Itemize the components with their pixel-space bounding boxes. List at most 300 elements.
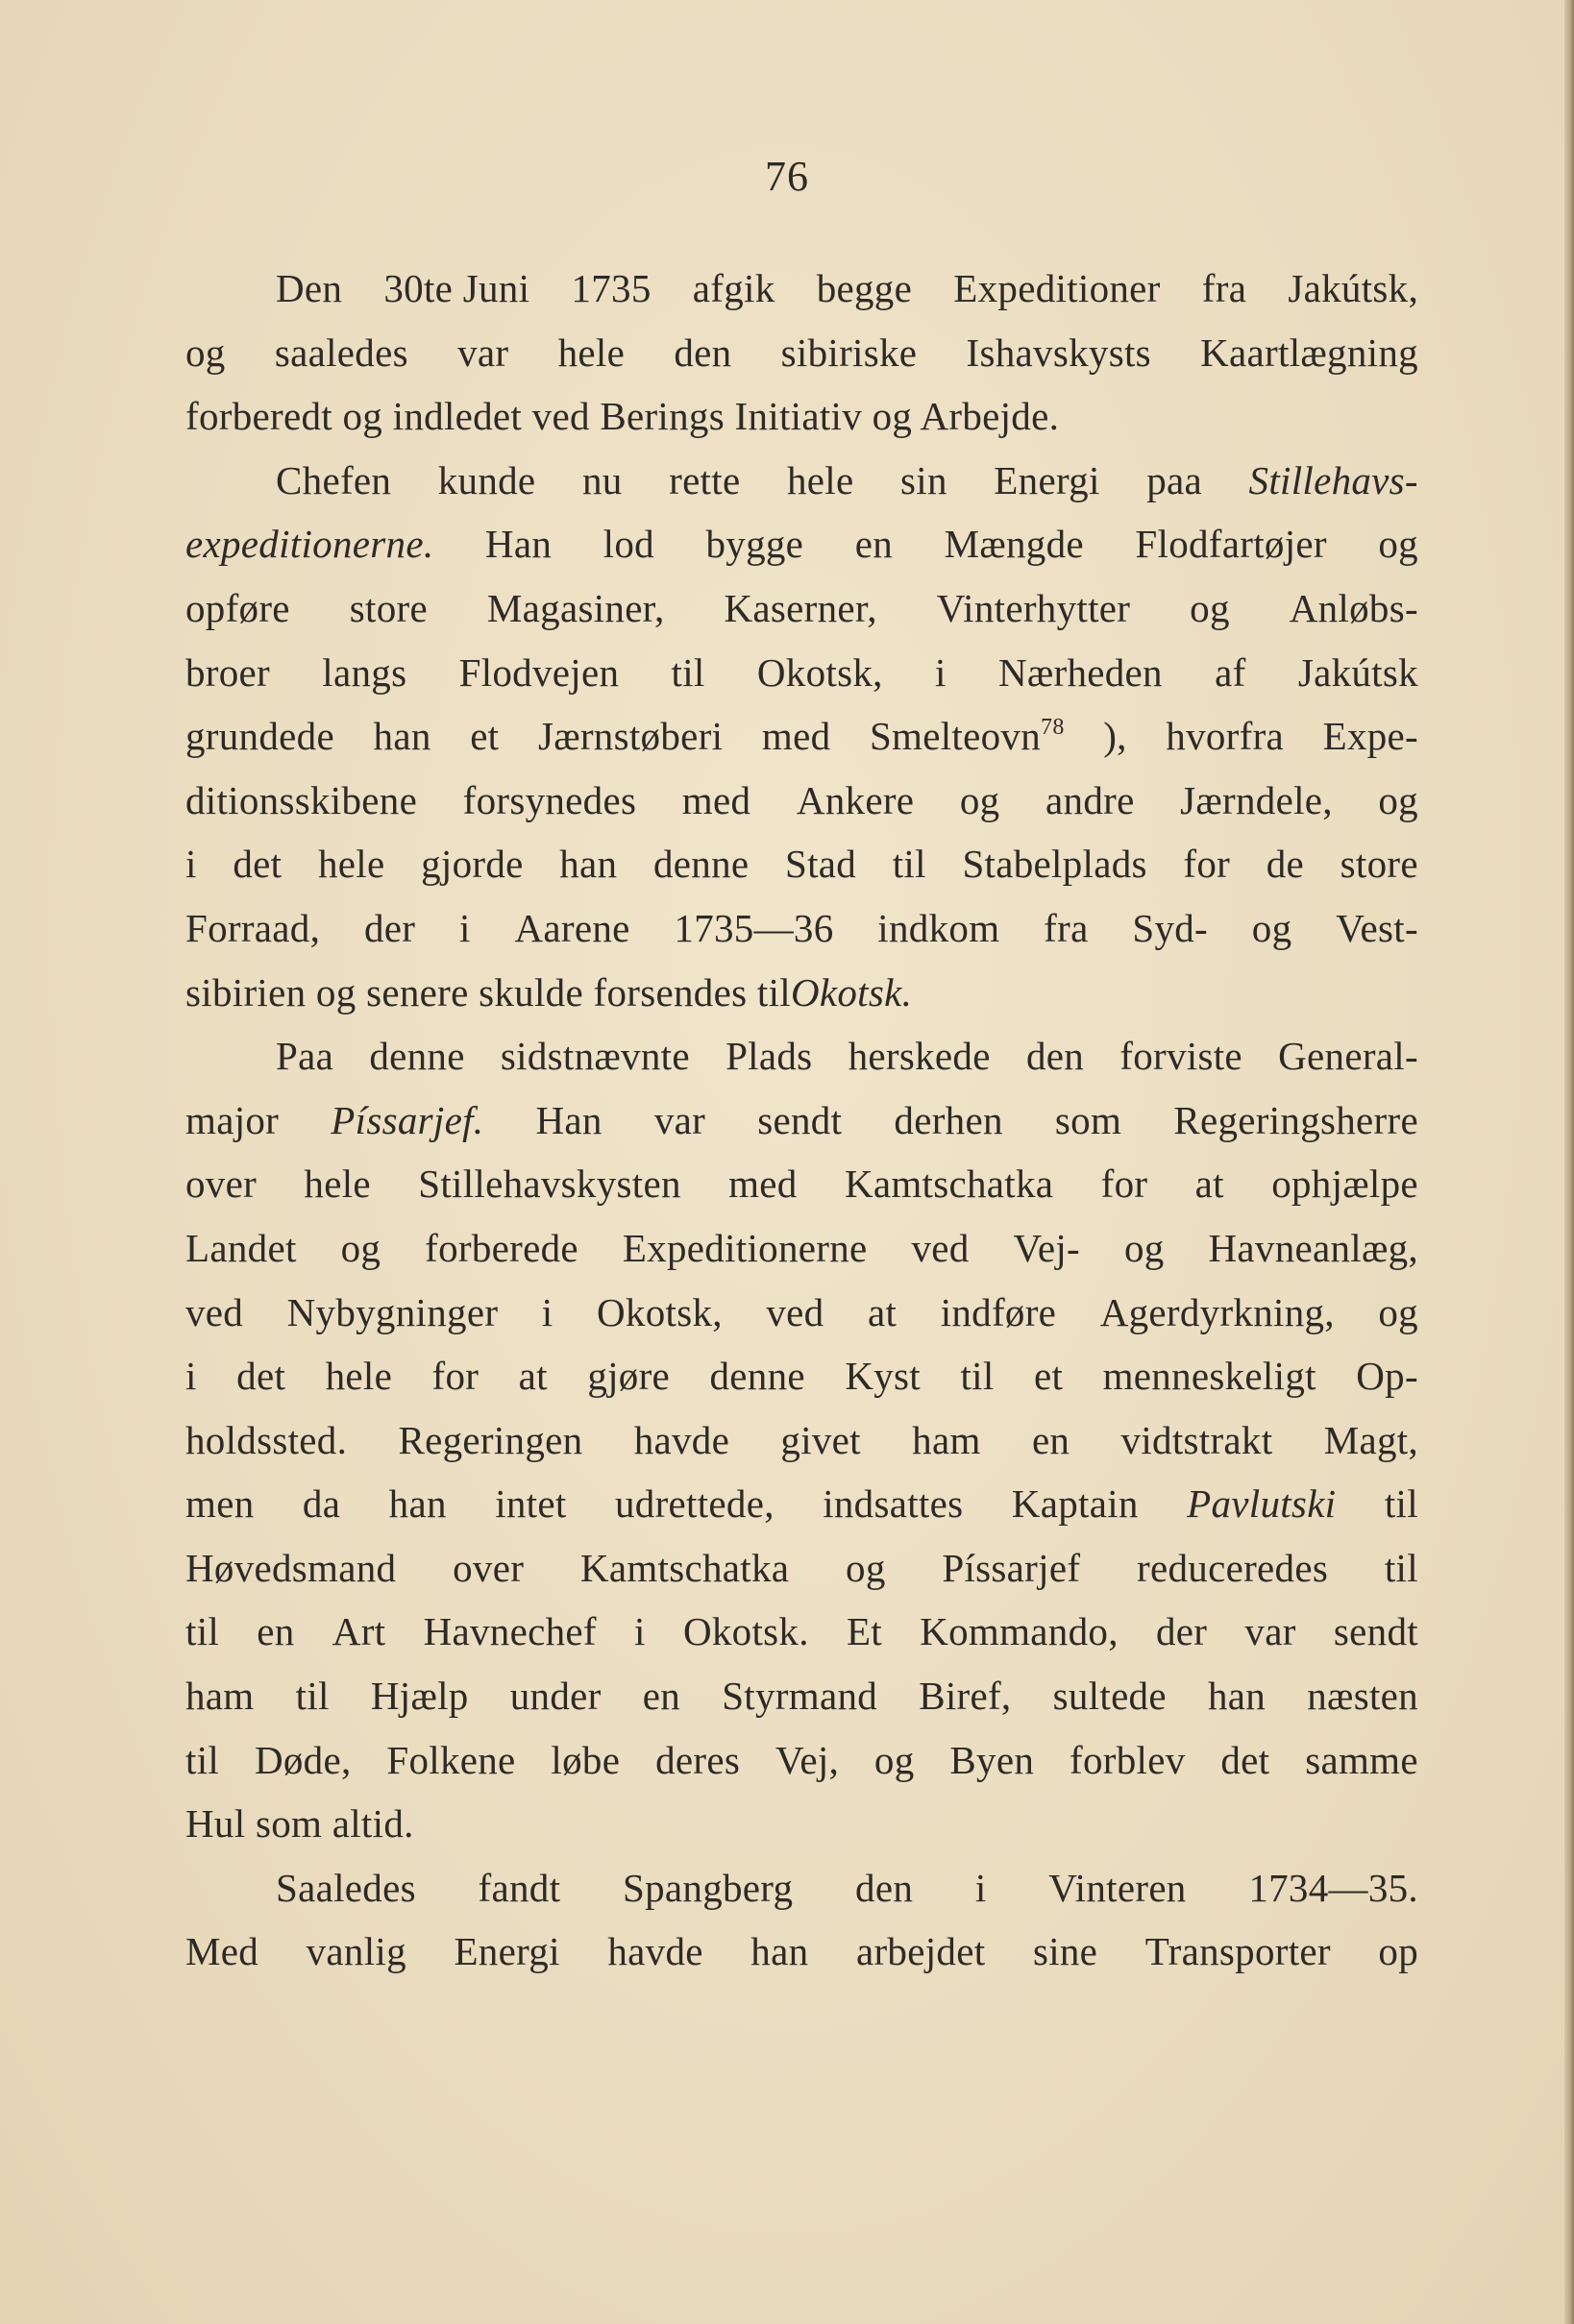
word-text: sidstnævnte [500,1034,690,1079]
word-text: til [295,1674,330,1719]
word-text: Vinterhytter [936,585,1131,630]
word [1013,1216,1080,1281]
word [937,576,1131,641]
word [1244,1600,1295,1664]
word [603,512,654,576]
text-line [185,961,1418,1025]
word [845,1344,921,1408]
word [233,832,282,896]
word [919,1664,1011,1728]
word-text: ), [1103,714,1127,759]
word-text: andre [1045,777,1135,822]
word-text: Spangberg [623,1865,794,1910]
word-text: var [653,1097,706,1142]
word [185,1664,255,1728]
word-text: store [1340,842,1418,887]
word-text: med [681,777,751,822]
word-text: sultede [1052,1674,1167,1719]
word-text: han [373,714,431,759]
text-line [185,769,1418,833]
word-text: havde [607,1929,703,1974]
word-text: Stillehavskysten [418,1162,681,1207]
word-text: Aarene [514,905,630,950]
word-text: løbe [551,1737,621,1782]
word [398,1408,582,1473]
word-text: gjorde [421,842,524,887]
text-line [185,1856,1418,1920]
word [571,257,651,321]
word-text: expeditionerne. [185,522,434,567]
word-text: Kommando, [920,1609,1119,1654]
word-text: Jærndele, [1180,777,1333,822]
word-text: at [867,1289,898,1334]
word-text: en [854,522,894,567]
word-text: til [892,842,926,887]
word-text: intet [495,1481,567,1527]
word-text: til [1384,1481,1418,1527]
word [276,449,391,513]
word-text: Magt, [1323,1417,1418,1462]
word [1055,1089,1121,1153]
word [185,769,417,833]
word-text: General- [1278,1034,1418,1079]
word [1278,1024,1418,1089]
word [1340,832,1418,896]
word-text: Vinteren [1048,1865,1187,1910]
word [941,1281,1057,1345]
word-text: ved [911,1225,970,1270]
word-text: for [431,1354,480,1399]
word-text: opføre [185,585,290,630]
word-text: lod [603,522,654,567]
word [582,449,623,513]
word [551,1728,620,1793]
word [1166,704,1284,769]
word-text: Med [185,1929,259,1974]
text-line [185,1728,1418,1793]
word [942,1536,1080,1601]
word [1012,1472,1139,1536]
word-text: og [1251,905,1292,950]
word-text: var [457,330,509,375]
text-line [185,1664,1418,1728]
word [587,1344,670,1408]
word [1103,1344,1316,1408]
word [318,832,385,896]
word [1145,1920,1331,1984]
word-text: Regeringen [398,1417,583,1462]
word [1378,1281,1418,1345]
word-text: holdssted. [185,1417,348,1462]
word-text: var [1244,1609,1296,1654]
word [615,1472,775,1536]
word-text: Havneanlæg, [1208,1225,1418,1270]
word [998,641,1163,705]
word-text: sin [900,457,947,502]
word-text: fra [1044,905,1089,950]
word-text: det [236,1354,286,1399]
word-text: Op- [1356,1354,1418,1399]
word-text: Regeringsherre [1173,1097,1418,1142]
word [332,1600,386,1664]
word-text: Píssarjef. [331,1097,484,1142]
word-text: bygge [705,522,804,567]
text-line [185,1792,1418,1856]
word [757,641,883,705]
word-text: til [185,1609,220,1654]
word-text: forblev [1070,1737,1186,1782]
word-text: af [1215,649,1246,695]
word-text: grundede [185,714,334,759]
word-text: forberedt og indledet ved Berings Initiativ og Arbejde. [185,394,1060,439]
word [1307,1664,1418,1728]
word [726,1024,812,1089]
word [470,704,499,769]
word-text: Magasiner, [486,585,665,630]
word-text: der [363,905,416,950]
word-text: arbejdet [855,1929,986,1974]
word-text: ham [912,1417,981,1462]
word-text: hele [325,1354,393,1399]
word-text: i [974,1865,987,1910]
text-line [185,321,1418,385]
word-text: og [873,1737,915,1782]
word-text: han [750,1929,809,1974]
word [369,1024,464,1089]
word [185,1216,297,1281]
word [935,641,947,705]
word-text: Biref, [919,1674,1012,1719]
word-text: Smelteovn [869,714,1042,759]
word [535,1089,602,1153]
word [634,1408,729,1473]
word-text: Nybygninger [286,1289,499,1334]
word-text: Anløbs- [1289,585,1418,630]
text-line [185,1536,1418,1601]
word-text: Saaledes [276,1865,416,1910]
word [185,1152,257,1216]
word-text: Vej, [775,1737,840,1782]
word-text: det [1220,1737,1270,1782]
word-text: over [185,1162,258,1207]
word [1045,769,1135,833]
word-text: ved [185,1289,244,1334]
word [495,1472,566,1536]
word [1288,257,1418,321]
word [710,1344,805,1408]
word-text: Ankere [796,777,915,822]
word-text: Okotsk. [682,1609,809,1654]
word [185,1089,279,1153]
word [432,1344,480,1408]
text-line [185,1600,1418,1664]
word-text: samme [1305,1737,1418,1782]
word [1124,1216,1165,1281]
word-text: Han [484,522,553,567]
word-text: Expeditioner [953,266,1161,310]
italic-word [1187,1472,1336,1536]
word [766,1281,824,1345]
word [185,321,226,385]
word [276,257,342,321]
word-text: afgik [692,266,775,310]
word-text: denne [652,842,750,887]
word [607,1920,702,1984]
word [823,1472,963,1536]
word-text: Flodvejen [458,649,620,695]
word [1132,896,1208,961]
word-text: med [761,714,831,759]
word-text: Art [332,1609,386,1654]
word-text: og [1378,522,1418,567]
word [912,1408,981,1473]
word-text: indsattes [823,1481,964,1527]
word-text: nu [581,457,623,502]
word-text: rette [669,457,741,502]
word [1202,257,1246,321]
word-text: kunde [437,457,536,502]
word-text: og [185,330,226,375]
word-text: Okotsk. [790,969,913,1015]
word-text: forberede [425,1225,578,1270]
word-text: fra [1201,266,1247,310]
word-text: Flodfartøjer [1135,522,1327,567]
word [479,1856,561,1920]
word-text: sine [1032,1929,1098,1974]
word-text: 1734—35. [1248,1865,1418,1910]
footnote-marker: 78 [1041,715,1065,741]
word-text: hele [557,330,626,375]
word-text: givet [780,1417,861,1462]
word-text: da [302,1481,341,1527]
word [1271,1152,1418,1216]
word-text: broer [185,649,271,695]
word [877,896,999,961]
word [185,704,334,769]
word [1378,1920,1418,1984]
word-text: langs [322,649,407,695]
word-text: og [340,1225,381,1270]
word [817,257,912,321]
word [459,896,471,961]
word [655,1728,740,1793]
word [1026,1024,1084,1089]
word [383,257,529,321]
word-text: et [470,714,500,759]
word-text: Jakútsk, [1288,266,1418,310]
word-text: for [1100,1162,1148,1207]
word-text: Hjælp [370,1674,469,1719]
word [185,641,270,705]
word [874,1728,915,1793]
word-text: ham [185,1674,255,1719]
word [1100,1281,1335,1345]
word [255,1728,352,1793]
word [911,1216,969,1281]
word [781,321,918,385]
word [1385,1536,1418,1601]
word-text: næsten [1307,1674,1418,1719]
word [855,1856,913,1920]
word [453,1536,524,1601]
word [236,1344,285,1408]
word-text: et [1033,1354,1064,1399]
text-line [185,384,1418,449]
word-text: Kyst [845,1354,921,1399]
word [945,512,1084,576]
word [705,512,803,576]
word [762,704,831,769]
word [457,321,508,385]
word [654,1089,705,1153]
word-text: Okotsk, [756,649,883,695]
word [1356,1344,1418,1408]
word-text: Døde, [254,1737,352,1782]
word [1048,1856,1186,1920]
word [960,1344,994,1408]
word-text: fandt [478,1865,561,1910]
word [1298,641,1418,705]
word [868,1281,897,1345]
word-text: udrettede, [614,1481,775,1527]
word-text: Folkene [386,1737,516,1782]
word-text: Chefen [276,457,392,502]
word-text: reduceredes [1137,1545,1329,1590]
word-text: under [509,1674,602,1719]
word-text: Hul som altid. [185,1801,414,1847]
word-text: begge [816,266,913,310]
word [558,321,626,385]
word-text: saaledes [274,330,408,375]
word [894,1089,1002,1153]
text-line [185,512,1418,576]
word [1033,1920,1097,1984]
word [1119,1024,1242,1089]
word-text: menneskeligt [1102,1354,1316,1399]
word [1324,1408,1418,1473]
text-line [185,1472,1418,1536]
word-text: til [1384,1545,1418,1590]
word-text: 1735—36 [674,905,834,950]
text-line [185,1344,1418,1408]
word-text: Et [846,1609,882,1654]
word-text: Kaartlægning [1200,330,1418,375]
word [514,896,629,961]
text-line [185,1281,1418,1345]
word [634,1600,646,1664]
word-text: sibiriske [780,330,918,375]
word [341,1216,381,1281]
word [1103,704,1127,769]
word-text: forsynedes [462,777,637,822]
word-text: Styrmand [722,1674,878,1719]
text-line [185,896,1418,961]
word [787,449,854,513]
word [848,1024,991,1089]
word-text: hele [786,457,854,502]
word-text: Vest- [1336,905,1418,950]
word-text: den [674,330,732,375]
word [683,1600,809,1664]
word-text: Landet [185,1225,297,1270]
word [1248,1856,1418,1920]
word [674,321,731,385]
word-text: ved [766,1289,824,1334]
word [374,704,431,769]
word-text: i [185,842,197,887]
word-text: til [960,1354,995,1399]
word [1032,1408,1070,1473]
word [276,1024,333,1089]
word [1044,896,1088,961]
word-text: paa [1146,457,1202,502]
word [1208,1216,1418,1281]
word [1121,1408,1273,1473]
word [1195,1152,1224,1216]
word-text: Energi [994,457,1100,502]
word [185,1792,414,1856]
word-text: i [185,1354,197,1399]
word-text: Mængde [944,522,1084,567]
italic-word [331,1089,483,1153]
word-text: at [1194,1162,1224,1207]
word-text: Høvedsmand [185,1545,397,1590]
word [1137,1536,1328,1601]
word [623,1856,793,1920]
word-text: store [349,585,428,630]
word [303,1472,340,1536]
text-line [185,576,1418,641]
text-line [185,641,1418,705]
word [1290,576,1418,641]
word-text: vidtstrakt [1120,1417,1273,1462]
text-line [185,1089,1418,1153]
word [296,1664,330,1728]
word [967,321,1151,385]
word [304,1152,371,1216]
text-line [185,1216,1418,1281]
word [994,449,1099,513]
word-text: gjøre [587,1354,671,1399]
word [1183,832,1230,896]
word [1267,832,1304,896]
word [1378,769,1418,833]
body-text [185,257,1418,1984]
word [682,769,751,833]
word-text: og [1378,777,1418,822]
word [322,641,406,705]
word-text: han [1208,1674,1267,1719]
word [389,1472,447,1536]
word [975,1856,987,1920]
word [438,449,536,513]
word [501,1024,690,1089]
word-text: de [1266,842,1305,887]
word-text: som [1054,1097,1122,1142]
word-text: en [1031,1417,1070,1462]
word [1146,449,1202,513]
word [185,832,197,896]
word [185,1536,396,1601]
italic-word [1249,449,1418,513]
word-text: Stabelplads [962,842,1147,887]
word [1334,1600,1418,1664]
word [623,1216,868,1281]
word-text: Expeditionerne [622,1225,868,1270]
word [953,257,1160,321]
word-text: vanlig [306,1929,406,1974]
word [1135,512,1326,576]
